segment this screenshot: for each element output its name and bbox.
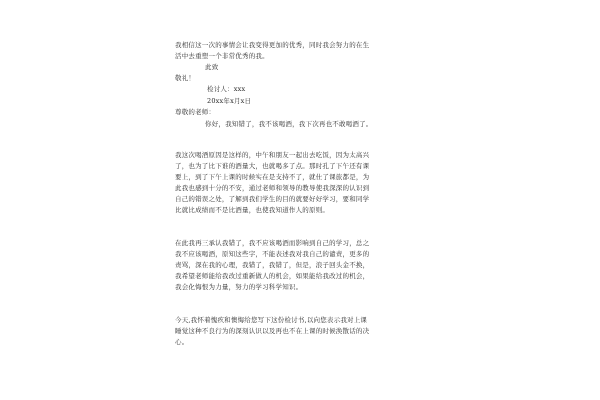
paragraph-1-line-5: 自己的错误之处，了解到我们学生的目的就要好好学习，要和同学	[175, 195, 370, 203]
paragraph-1-line-2: 了，也为了比下谁的酒量大，也就喝多了点。那时孔了下午还有课	[175, 162, 370, 170]
date: 20xx年x月x日	[207, 97, 252, 105]
paragraph-1-line-6: 比就比成绩而不是比酒量，也使我知道作人的原则。	[175, 206, 330, 214]
paragraph-2-line-4: 我希望老师能给我改过重新做人的机会，如果能给我改过的机会，	[175, 272, 370, 280]
paragraph-2-line-5: 我会化悔恨为力量，努力的学习科学知识。	[175, 283, 303, 291]
paragraph-3-line-1: 今天,我怀着愧疚和懊悔给您写下这份检讨书,以向您表示我对上课	[175, 316, 368, 324]
letter1-body-line-1: 我相信这一次的事情会让我变得更加的优秀，同时我会努力的在生	[175, 41, 370, 49]
paragraph-3-line-3: 心。	[175, 338, 189, 346]
paragraph-3-line-2: 睡觉这种不良行为的深刻认识以及再也不在上课的时候涣散话的决	[175, 327, 370, 335]
signature: 检讨人：xxx	[207, 85, 246, 93]
paragraph-2-line-3: 责骂，深在我的心理，我错了，我错了，但是，浪子回头金不换，	[175, 261, 370, 269]
paragraph-1-line-1: 我这次喝酒原因是这样的，中午和朋友一起出去吃饭，因为太高兴	[175, 151, 370, 159]
paragraph-2-line-2: 我不应该喝酒，原知这些字，不能表述我对我自己的谴责，更多的	[175, 250, 370, 258]
closing-salutation: 此致	[205, 63, 219, 71]
paragraph-1-line-4: 此我也感到十分的不安，通过老师和领导的教导使我深深的认识到	[175, 184, 370, 192]
closing-regards: 敬礼！	[175, 74, 196, 82]
letter1-body-line-2: 活中去重塑一个非常优秀的我。	[175, 52, 269, 60]
paragraph-2-line-1: 在此我再三承认我错了，我不应该喝酒而影响到自己的学习，总之	[175, 239, 370, 247]
salutation: 尊敬的老师：	[175, 108, 216, 116]
opening-line: 你好，我知错了，我不该喝酒，我下次再也不敢喝酒了。	[205, 120, 373, 128]
paragraph-1-line-3: 要上，到了下午上课的时候实在是支持不了，就仕了课旅都是，为	[175, 173, 370, 181]
